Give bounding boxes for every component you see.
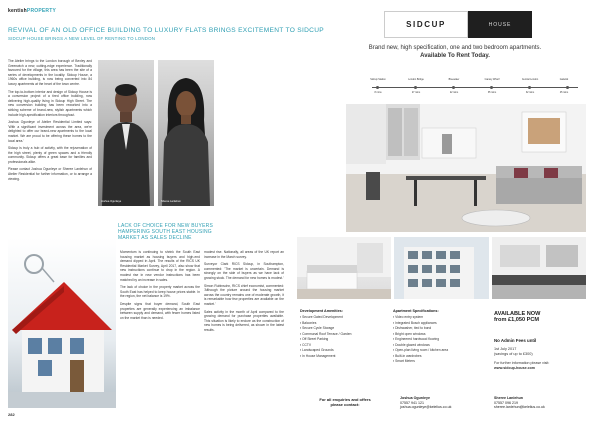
contact-joshua <box>400 396 492 410</box>
travel-timeline <box>372 78 578 98</box>
ad-tagline-strong: Available To Rent Today. <box>420 53 490 59</box>
spec-item: ▪ Built-in wardrobes <box>393 354 489 360</box>
masthead <box>8 8 56 14</box>
contact-name: Joshua Ogunleye <box>400 396 430 400</box>
article2-paragraph: Surveyor Clark RICS Sidcup, in Southampton, commented: 'The market is uncertain. Demand is strongly on the side of buyers as we have lack of growing stock. The demand for new homes is modest.' <box>204 262 284 280</box>
article1-subhead: SIDCUP HOUSE BRINGS A NEW LEVEL OF RENTING TO LONDON <box>8 36 156 41</box>
development-amenities <box>300 309 390 359</box>
development-amenities-title: Development Amenities: <box>300 309 343 313</box>
timeline-dot <box>490 86 493 89</box>
timeline-duration: 32 mins <box>525 91 535 94</box>
amenity-item: ▪ Secure Cycle Storage <box>300 326 390 332</box>
timeline-duration: 27 mins <box>411 91 421 94</box>
amenity-item: ▪ CCTV <box>300 343 390 349</box>
contact-name: Sheree Lanlehun <box>494 396 523 400</box>
spec-item: ▪ Open-plan living room / kitchen area <box>393 348 489 354</box>
availability-block <box>494 311 586 324</box>
website-link[interactable]: www.sidcup-house.com <box>494 365 535 370</box>
spec-item: ▪ Video entry system <box>393 315 489 321</box>
house-keyring-photo <box>8 238 116 408</box>
article1-paragraph: The Atelier brings to the London borough of Bexley and Greenwich a new, cutting-edge experience. Traditionally favoured for the village, this area has been the site of a series of developments in the locality. Sidcup House, a 1960s office building, is now being converted into 84 luxury apartments at the heart of the town centre. <box>8 59 92 86</box>
timeline-destination: Gatwick <box>559 78 569 81</box>
portrait-woman-illustration <box>158 60 214 206</box>
amenity-item: ▪ Off Street Parking <box>300 337 390 343</box>
sidcup-house-logo-suffix: HOUSE <box>468 11 532 38</box>
enquiries-label <box>300 397 390 407</box>
offer-date: 1st July 2017 <box>494 347 517 351</box>
masthead-section: PROPERTY <box>26 8 57 14</box>
timeline-line <box>372 87 578 88</box>
article1-paragraph: Please contact Joshua Ogunleye or Sheree Lanlehun of Atelier Residential for further information, or to arrange a viewing. <box>8 167 92 181</box>
amenity-item: ▪ Balconies <box>300 321 390 327</box>
bedroom-photo <box>297 237 391 299</box>
amenity-item: ▪ In House Management <box>300 354 390 360</box>
portrait-man-illustration <box>98 60 154 206</box>
timeline-dot <box>566 86 569 89</box>
bedroom-illustration <box>297 237 391 299</box>
house-illustration <box>8 238 116 408</box>
amenity-item: ▪ Landscaped Grounds <box>300 348 390 354</box>
interior-illustration <box>346 104 586 232</box>
amenity-item: ▪ Communal Roof Terrace / Garden <box>300 332 390 338</box>
article2-paragraph: Despite signs that buyer demand, South East properties are generally experiencing an imbalance between supply and demand, with fewer homes listed on the market than is needed. <box>120 301 200 320</box>
website-label: For further information please visit: <box>494 361 550 365</box>
contact-email[interactable]: joshua.ogunleye@kelelius.co.uk <box>400 405 452 409</box>
photo-caption: Joshua Ogunleye <box>101 200 122 203</box>
website-info <box>494 361 586 370</box>
contact-email[interactable]: sheree.lanlehun@kelelius.co.uk <box>494 405 545 409</box>
timeline-destination: London Bridge <box>408 78 424 81</box>
timeline-destination: Canary Wharf <box>484 78 500 81</box>
interior-living-room-photo <box>346 104 586 232</box>
article2-paragraph: Simon Rubinsohn, RICS chief economist, commented: 'Although the picture around the housing market across the country remains one of moderate growth, it is remarkable how few properties are available on the market.' <box>204 283 284 306</box>
apartment-specifications <box>393 309 489 365</box>
apartment-specifications-title: Apartment Specifications: <box>393 309 439 313</box>
timeline-destination: Bluewater <box>448 78 460 81</box>
article2-paragraph: Momentum is continuing to shrink the South East housing market as housing buyers and high-end demand dipped in April. The results of the RICS UK Residential Market Survey, April 2017, also show that new instructions continue to drop in the region. A modest rise in new vendor instructions has been matched by an increase in sales. <box>120 250 200 282</box>
article1-body <box>8 59 92 249</box>
enquiries-line: For all enquiries and offers <box>319 397 371 402</box>
article2-headline: LACK OF CHOICE FOR NEW BUYERS HAMPERING SOUTH EAST HOUSING MARKET AS SALES DECLINE <box>118 223 213 241</box>
timeline-destination: Central London <box>521 78 539 81</box>
ad-tagline: Brand new, high specification, one and two bedroom apartments. <box>368 45 542 51</box>
building-exterior-photo <box>394 237 489 299</box>
article2-paragraph: The lack of choice in the property market across the South East has helped to keep house prices stable. In the region, the net balance is 19%. <box>120 285 200 299</box>
article2-column-1 <box>120 250 200 408</box>
article1-paragraph: Joshua Ogunleye of Atelier Residential Limited says: 'With a significant investment across the area, we're delighted to offer our brand-new apartments to the local market. We are proud to be offering these homes to the local area.' <box>8 120 92 143</box>
timeline-duration: 45 mins <box>559 91 569 94</box>
timeline-dot <box>452 86 455 89</box>
price-from: from £1,050 PCM <box>494 317 540 324</box>
spec-item: ▪ Integrated Bosch appliances <box>393 321 489 327</box>
masthead-brand: kentish <box>8 8 27 14</box>
article1-headline: REVIVAL OF AN OLD OFFICE BUILDING TO LUXURY FLATS BRINGS EXCITEMENT TO SIDCUP <box>8 27 324 34</box>
no-admin-fees: No Admin Fees until <box>494 338 537 343</box>
availability-heading: AVAILABLE NOW <box>494 311 541 317</box>
contact-phone[interactable]: 07557 096 219 <box>494 400 518 405</box>
spec-item: ▪ Bright open windows <box>393 332 489 338</box>
timeline-dot <box>414 86 417 89</box>
timeline-dot <box>376 86 379 89</box>
enquiries-line: please contact: <box>330 402 360 407</box>
page-number: 282 <box>8 412 15 417</box>
offer-savings: (savings of up to £300) <box>494 351 533 356</box>
amenity-item: ▪ Secure Gated Development <box>300 315 390 321</box>
article2-paragraph: modest rise. Nationally, all areas of the UK report an increase in the March survey. <box>204 250 284 259</box>
article1-paragraph: Sidcup is truly a hub of activity, with the rejuvenation of the high street, plenty of green spaces and a friendly community. Sidcup offers a great base for families and professionals alike. <box>8 146 92 164</box>
building-illustration <box>394 237 489 299</box>
article2-paragraph: Sales activity in the month of April compared to the growing demand for purchase properties available. This situation is likely to endure as the construction of new homes is being delivered, as shown in the latest results. <box>204 309 284 332</box>
portrait-photo-sheree <box>158 60 214 206</box>
contact-sheree <box>494 396 586 410</box>
article2-column-2 <box>204 250 284 408</box>
timeline-dot <box>528 86 531 89</box>
timeline-duration: 8 mins <box>374 91 382 94</box>
portrait-photo-joshua <box>98 60 154 206</box>
spec-item: ▪ Engineered hardwood flooring <box>393 337 489 343</box>
sidcup-house-logo: SIDCUP <box>384 11 468 38</box>
spec-item: ▪ Dishwasher, tied to bond <box>393 326 489 332</box>
article1-paragraph: The top-to-bottom interior and design of Sidcup House is a conversion project of a tired office building, now delivering high-quality living in Sidcup High Street. The new conversion building has been reworked into a striking scheme of brand-new, stylish apartments which include high-specification interiors throughout. <box>8 89 92 117</box>
timeline-duration: 35 mins <box>487 91 497 94</box>
photo-caption: Sheree Lanlehun <box>161 200 181 203</box>
spec-item: ▪ Smart Meters <box>393 359 489 365</box>
timeline-duration: 22 mins <box>449 91 459 94</box>
offer-dates <box>494 347 586 356</box>
spec-item: ▪ Double glazed windows <box>393 343 489 349</box>
timeline-destination: Sidcup Station <box>370 78 386 81</box>
kitchen-illustration <box>492 237 586 299</box>
contact-phone[interactable]: 07557 941 121 <box>400 400 424 405</box>
kitchen-photo <box>492 237 586 299</box>
